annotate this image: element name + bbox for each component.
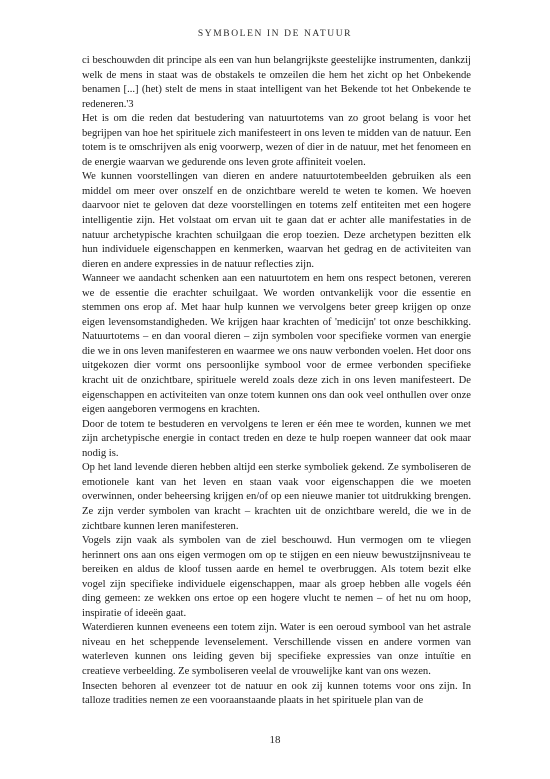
body-text [82,54,471,709]
paragraph: Wanneer we aandacht schenken aan een natuurtotem en hem ons respect betonen, vereren we de essentie die erachter schuilgaat. We worden ontvankelijk voor die essentie en stemmen ons erop af. Met haar hulp kunnen we vervolgens beter greep krijgen op onze eigen levensomstandigheden. We krijgen haar krachten of 'medicijn' tot onze beschikking. Natuurtotems – en dan vooral dieren – zijn symbolen voor specifieke vormen van energie die we in ons leven manifesteren en waarmee we ons nauw verbonden voelen. Het door ons uitgekozen dier vormt ons persoonlijke symbool voor de ermee verbonden specifieke kracht uit de onzichtbare, spirituele wereld zoals deze zich in ons leven manifesteert. De eigenschappen en activiteiten van onze totem kunnen ons dan ook veel onthullen over onze eigen aangeboren vermogens en krachten. [82,273,471,416]
paragraph: Vogels zijn vaak als symbolen van de ziel beschouwd. Hun vermogen om te vliegen herinnert ons aan ons eigen vermogen om op te stijgen en een nieuw bewustzijnsniveau te bereiken en aldus de kloof tussen aarde en hemel te overbruggen. Als totem bezit elke vogel zijn specifieke individuele eigenschappen, maar als groep hebben alle vogels één ding gemeen: ze wekken ons ertoe op een hogere vlucht te nemen – of het nu om hoop, inspiratie of ideeën gaat. [82,535,471,619]
running-head: SYMBOLEN IN DE NATUUR [197,29,353,39]
paragraph: ci beschouwden dit principe als een van hun belangrijkste geestelijke instrumenten, dankzij welk de mens in staat was de obstakels te omzeilen die hem het zicht op het Onbekende benamen [...] (het) stelt de mens in staat intelligent van het Bekende tot het Onbekende te redeneren.'3 [82,55,471,110]
paragraph: We kunnen voorstellingen van dieren en andere natuurtotembeelden gebruiken als een middel om meer over onszelf en de onzichtbare wereld te weten te komen. We hoeven daarvoor niet te geloven dat deze voorstellingen en totems zelf entiteiten met een hogere intelligentie zijn. Het volstaat om ervan uit te gaan dat er achter alle manifestaties in de natuur archetypische krachten schuilgaan die erop toezien. Deze archetypen bezitten elk hun individuele eigenschappen en kenmerken, waarvan het gedrag en de activiteiten van dieren en andere expressies in de natuur reflecties zijn. [82,171,471,270]
page-number: 18 [269,734,281,746]
paragraph: Insecten behoren al evenzeer tot de natuur en ook zij kunnen totems voor ons zijn. In talloze tradities nemen ze een vooraanstaande plaats in het spirituele plan van de [82,680,471,707]
paragraph: Waterdieren kunnen eveneens een totem zijn. Water is een oeroud symbool van het astrale niveau en het scheppende levenselement. Verschillende vissen en andere vormen van waterleven kunnen ons leiding geven bij specifieke expressies van onze intuïtie en creatieve verbeelding. Ze symboliseren veelal de vrouwelijke kant van ons wezen. [82,622,471,677]
paragraph: Op het land levende dieren hebben altijd een sterke symboliek gekend. Ze symboliseren de emotionele kant van het leven en staan vaak voor eigenschappen die we moeten overwinnen, onder beheersing krijgen en/of op een nieuwe manier tot uitdrukking brengen. Ze zijn verder symbolen van kracht – krachten uit de onzichtbare wereld, die we in de zichtbare kunnen leren manifesteren. [82,462,471,532]
paragraph: Het is om die reden dat bestudering van natuurtotems van zo groot belang is voor het begrijpen van hoe het spirituele zich manifesteert in ons leven te midden van de natuur. Een totem is te omschrijven als enig voorwerp, wezen of dier in de natuur, met het fenomeen en de energie waarvan we gedurende ons leven grote affiniteit voelen. [82,113,471,168]
paragraph: Door de totem te bestuderen en vervolgens te leren er één mee te worden, kunnen we met zijn archetypische energie in contact treden en deze te hulp roepen wanneer dat ook maar nodig is. [82,418,471,459]
